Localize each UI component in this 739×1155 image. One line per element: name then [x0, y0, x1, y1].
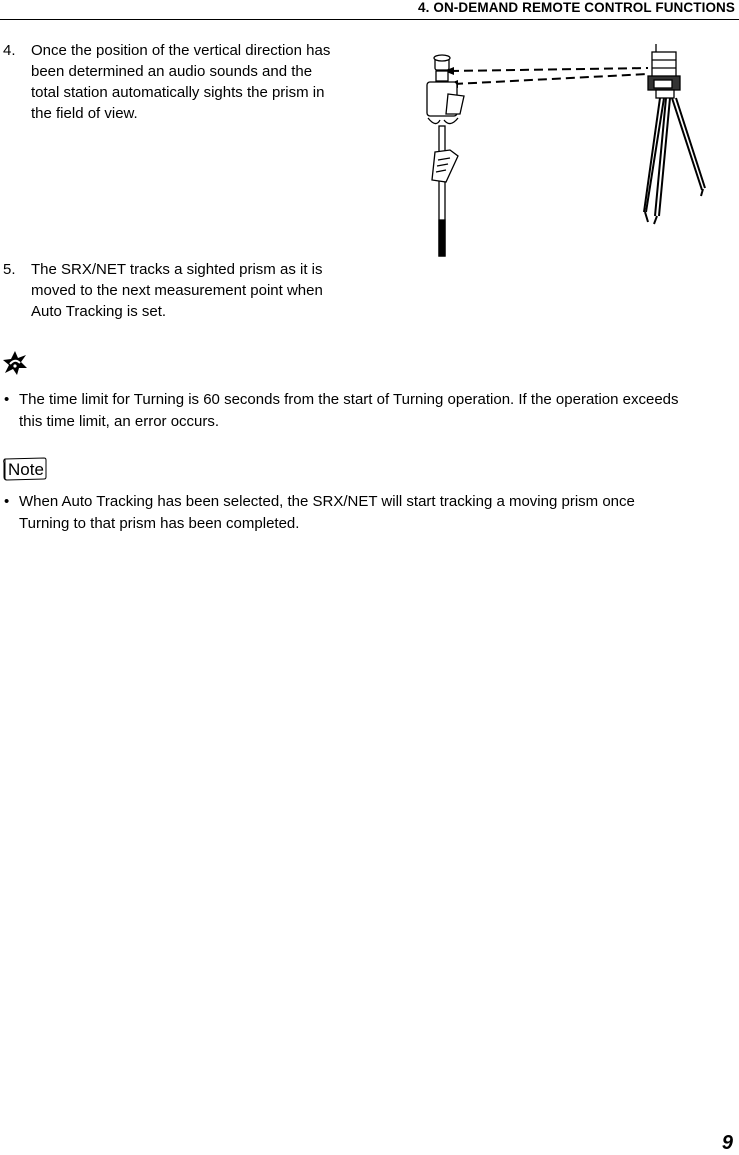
step-5	[0, 259, 370, 322]
note-label: Note	[8, 460, 44, 479]
step-text	[31, 40, 366, 124]
caution-bullet	[0, 389, 739, 433]
tripod	[644, 98, 705, 224]
caution-icon	[2, 350, 28, 376]
bullet-mark: •	[4, 493, 10, 510]
header-divider	[0, 19, 739, 20]
step-number: 4.	[3, 42, 16, 59]
step-text	[31, 259, 366, 322]
caution-line: this time limit, an error occurs.	[19, 413, 220, 430]
total-station	[648, 44, 680, 98]
step-line: been determined an audio sounds and the	[31, 63, 313, 80]
note-text	[19, 491, 737, 535]
step-line: moved to the next measurement point when	[31, 282, 323, 299]
step-line: Auto Tracking is set.	[31, 303, 167, 320]
step-line: total station automatically sights the prism in	[31, 84, 325, 101]
caution-line: The time limit for Turning is 60 seconds from the start of Turning operation. If the operation exceeds	[19, 391, 679, 408]
prism-pole	[427, 55, 464, 256]
sight-lines	[450, 68, 648, 84]
step-number: 5.	[3, 261, 16, 278]
page-header	[0, 0, 739, 21]
step-line: Once the position of the vertical direction has	[31, 42, 331, 59]
total-station-tracking-prism-illustration	[408, 40, 708, 262]
caution-text	[19, 389, 737, 433]
step-line: the field of view.	[31, 105, 138, 122]
bullet-mark: •	[4, 391, 10, 408]
note-line: Turning to that prism has been completed.	[19, 515, 300, 532]
note-line: When Auto Tracking has been selected, the SRX/NET will start tracking a moving prism once	[19, 493, 635, 510]
step-line: The SRX/NET tracks a sighted prism as it is	[31, 261, 323, 278]
header-title: 4. ON-DEMAND REMOTE CONTROL FUNCTIONS	[418, 0, 735, 15]
step-4	[0, 40, 370, 124]
note-bullet	[0, 491, 739, 535]
page-number: 9	[721, 1132, 733, 1154]
note-icon	[2, 455, 48, 481]
